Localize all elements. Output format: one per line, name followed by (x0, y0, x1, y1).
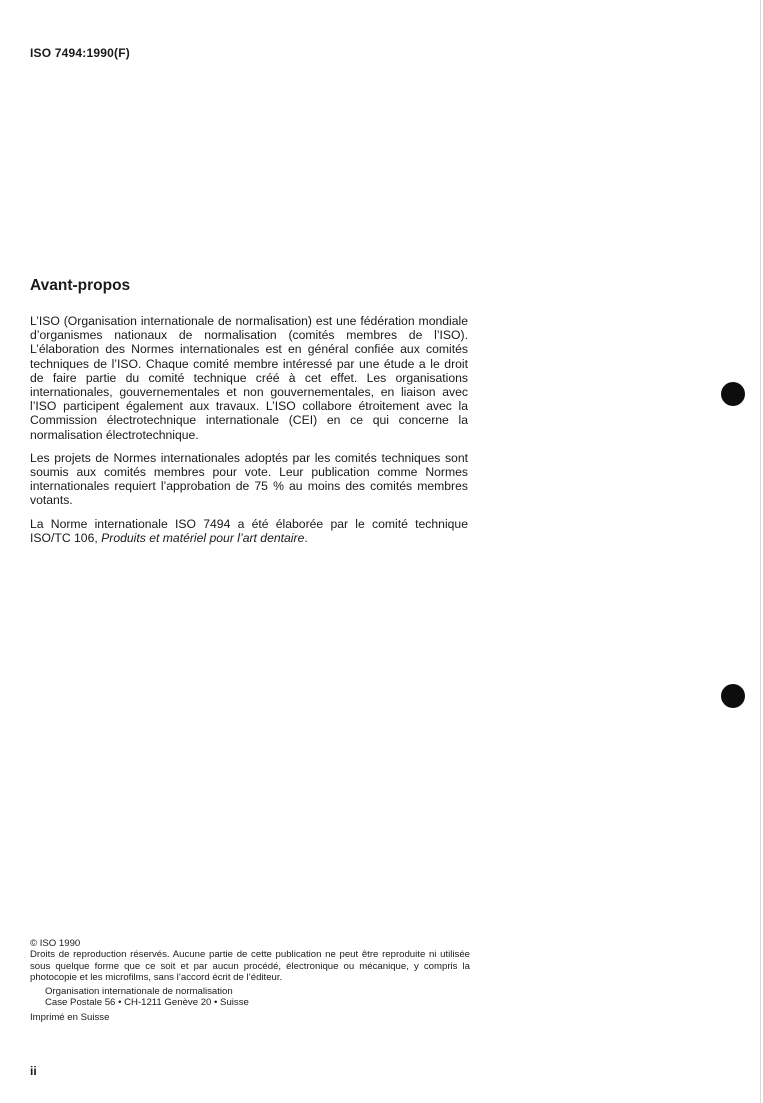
copyright-notice: © ISO 1990 (30, 938, 81, 949)
printed-in: Imprimé en Suisse (30, 1011, 110, 1023)
paragraph-3-end: . (304, 530, 308, 545)
page-number: ii (30, 1064, 37, 1078)
foreword-heading: Avant-propos (30, 277, 131, 294)
foreword-paragraph-2: Les projets de Normes internationales adoptés par les comités techniques sont soumis aux comités membres pour vote. Leur publication comme Normes internationales requiert l’approbation de 75 % au moins des comités membres votants. (30, 450, 468, 508)
punch-hole-top (721, 382, 745, 406)
copyright-block (30, 938, 470, 1023)
page-edge (760, 0, 761, 1103)
committee-title: Produits et matériel pour l’art dentaire (101, 530, 305, 545)
foreword-paragraph-3 (30, 517, 468, 545)
document-id: ISO 7494:1990(F) (30, 46, 130, 60)
foreword-body (30, 314, 468, 554)
postal-address: Case Postale 56 • CH-1211 Genève 20 • Suisse (45, 997, 249, 1009)
foreword-paragraph-1: L’ISO (Organisation internationale de normalisation) est une fédération mondiale d’organismes nationaux de normalisation (comités membres de l’ISO). L’élaboration des Normes internationales est en général confiée aux comités techniques de l’ISO. Chaque comité membre intéressé par une étude a le droit de faire partie du comité technique créé à cet effet. Les organisations internationales, gouvernementales et non gouvernementales, en liaison avec l’ISO participent également aux travaux. L’ISO collabore étroitement avec la Commission électrotechnique internationale (CEI) en ce qui concerne la normalisation électrotechnique. (30, 314, 468, 442)
publisher-address (30, 986, 470, 1009)
copyright-rights: Droits de reproduction réservés. Aucune partie de cette publication ne peut être reproduite ni utilisée sous quelque forme que ce soit et par aucun procédé, électronique ou mécanique, y compris la photocopie et les microfilms, sans l’accord écrit de l’éditeur. (30, 949, 470, 983)
punch-hole-bottom (721, 684, 745, 708)
publisher-name: Organisation internationale de normalisation (45, 986, 233, 998)
paragraph-3-text: La Norme internationale ISO 7494 a été élaborée par le comité technique ISO/TC 106, (30, 516, 468, 545)
